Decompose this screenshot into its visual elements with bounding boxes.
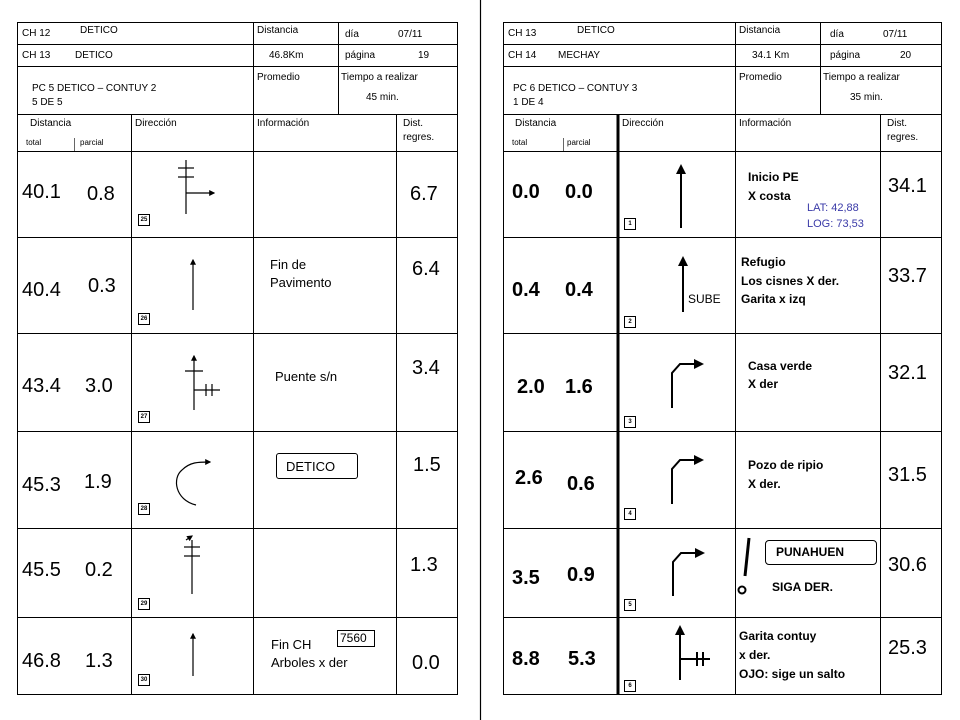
row-number-badge: 25	[138, 214, 150, 226]
ch-from-name: DETICO	[577, 25, 615, 36]
col-direccion: Dirección	[135, 118, 177, 129]
col-distancia: Distancia	[515, 118, 557, 129]
pagina-value: 20	[900, 50, 912, 61]
info-line-3: 7560	[340, 631, 367, 645]
col-total: total	[26, 138, 42, 147]
total-value: 2.0	[517, 376, 545, 398]
parcial-value: 1.9	[84, 471, 112, 493]
tiempo-label: Tiempo a realizar	[823, 72, 900, 83]
info-line-2: SIGA DER.	[772, 580, 833, 594]
total-value: 43.4	[22, 375, 61, 397]
col-direccion: Dirección	[622, 118, 664, 129]
parcial-value: 5.3	[568, 648, 596, 670]
col-dist: Dist.	[403, 118, 423, 129]
info-line-2: Arboles x der	[271, 655, 348, 670]
row-number-badge: 2	[624, 316, 636, 328]
row-number-badge: 3	[624, 416, 636, 428]
regres-value: 32.1	[888, 362, 927, 384]
col-distancia: Distancia	[30, 118, 72, 129]
parcial-value: 0.0	[565, 181, 593, 203]
row-number-badge: 29	[138, 598, 150, 610]
crossroad-right-arrow-icon	[178, 160, 214, 214]
parcial-value: 0.6	[567, 473, 595, 495]
pagina-label: página	[345, 50, 376, 61]
distancia-label: Distancia	[739, 25, 781, 36]
total-value: 3.5	[512, 567, 540, 589]
total-value: 0.4	[512, 279, 540, 301]
info-line-3: Garita x izq	[741, 292, 806, 306]
regres-value: 30.6	[888, 554, 927, 576]
ch-from-label: CH 12	[22, 28, 51, 39]
regres-value: 0.0	[412, 652, 440, 674]
ch-to-label: CH 14	[508, 50, 537, 61]
pagina-label: página	[830, 50, 861, 61]
regres-value: 25.3	[888, 637, 927, 659]
tiempo-value: 45 min.	[366, 92, 399, 103]
regres-value: 31.5	[888, 464, 927, 486]
parcial-value: 0.8	[87, 183, 115, 205]
col-regres: regres.	[887, 132, 919, 143]
info-line-1: Fin CH	[271, 637, 312, 652]
info-line-1: Garita contuy	[739, 629, 817, 643]
pc-sub: 1 DE 4	[513, 97, 544, 108]
total-value: 0.0	[512, 181, 540, 203]
ch-to-name: MECHAY	[558, 50, 601, 61]
pagina-value: 19	[418, 50, 430, 61]
info-line-1: Refugio	[741, 255, 786, 269]
turn-right-icon	[672, 364, 702, 408]
total-value: 45.3	[22, 474, 61, 496]
row-number-badge: 27	[138, 411, 150, 423]
info-line-2: x der.	[739, 648, 771, 662]
row-number-badge: 5	[624, 599, 636, 611]
total-value: 8.8	[512, 648, 540, 670]
col-regres: regres.	[403, 132, 435, 143]
info-line-3: OJO: sige un salto	[739, 667, 846, 681]
row-number-badge: 28	[138, 503, 150, 515]
terrain-note: SUBE	[688, 292, 721, 306]
regres-value: 34.1	[888, 175, 927, 197]
curve-arrow-icon	[176, 462, 210, 505]
row-number-badge: 4	[624, 508, 636, 520]
total-value: 2.6	[515, 467, 543, 489]
crossroad-straight-icon	[184, 536, 200, 594]
regres-value: 33.7	[888, 265, 927, 287]
col-informacion: Información	[257, 118, 310, 129]
ch-to-label: CH 13	[22, 50, 51, 61]
total-value: 40.4	[22, 279, 61, 301]
info-line-2: X der	[748, 377, 779, 391]
turn-right-icon	[672, 460, 702, 504]
dia-value: 07/11	[883, 29, 908, 40]
parcial-value: 1.6	[565, 376, 593, 398]
info-line-1: Pozo de ripio	[748, 458, 824, 472]
info-line-1: DETICO	[286, 459, 336, 474]
pc-sub: 5 DE 5	[32, 97, 63, 108]
info-line-2: X costa	[748, 189, 791, 203]
info-line-2: Pavimento	[270, 275, 332, 290]
col-informacion: Información	[739, 118, 792, 129]
col-dist: Dist.	[887, 118, 907, 129]
tiempo-value: 35 min.	[850, 92, 883, 103]
distancia-label: Distancia	[257, 25, 299, 36]
ch-to-name: DETICO	[75, 50, 113, 61]
total-value: 46.8	[22, 650, 61, 672]
parcial-value: 0.4	[565, 279, 593, 301]
promedio-label: Promedio	[739, 72, 782, 83]
parcial-value: 0.9	[567, 564, 595, 586]
row-number-badge: 1	[624, 218, 636, 230]
dia-value: 07/11	[398, 29, 423, 40]
total-value: 45.5	[22, 559, 61, 581]
regres-value: 6.7	[410, 183, 438, 205]
dia-label: día	[345, 29, 359, 40]
regres-value: 3.4	[412, 357, 440, 379]
dia-label: día	[830, 29, 844, 40]
ch-from-label: CH 13	[508, 28, 537, 39]
col-total: total	[512, 138, 528, 147]
gps-longitude: LOG: 73,53	[807, 218, 864, 230]
regres-value: 1.3	[410, 554, 438, 576]
parcial-value: 1.3	[85, 650, 113, 672]
pc-title: PC 6 DETICO – CONTUY 3	[513, 83, 638, 94]
total-value: 40.1	[22, 181, 61, 203]
info-line-1: PUNAHUEN	[776, 545, 845, 559]
info-line-2: Los cisnes X der.	[741, 274, 840, 288]
gps-latitude: LAT: 42,88	[807, 202, 859, 214]
info-line-1: Casa verde	[748, 359, 813, 373]
info-line-1: Fin de	[270, 257, 307, 272]
row-number-badge: 6	[624, 680, 636, 692]
distancia-value: 46.8Km	[269, 50, 304, 61]
straight-bridge-icon	[185, 356, 220, 410]
parcial-value: 0.2	[85, 559, 113, 581]
parcial-value: 3.0	[85, 375, 113, 397]
regres-value: 1.5	[413, 454, 441, 476]
row-number-badge: 30	[138, 674, 150, 686]
promedio-label: Promedio	[257, 72, 300, 83]
info-line-1: Puente s/n	[275, 369, 338, 384]
info-line-2: X der.	[748, 477, 781, 491]
distancia-value: 34.1 Km	[752, 50, 790, 61]
pc-title: PC 5 DETICO – CONTUY 2	[32, 83, 157, 94]
tiempo-label: Tiempo a realizar	[341, 72, 418, 83]
parcial-value: 0.3	[88, 275, 116, 297]
straight-bridge-icon	[680, 627, 710, 680]
col-parcial: parcial	[567, 138, 591, 147]
info-line-1: Inicio PE	[748, 170, 799, 184]
row-number-badge: 26	[138, 313, 150, 325]
turn-right-caution-icon	[673, 538, 749, 596]
regres-value: 6.4	[412, 258, 440, 280]
col-parcial: parcial	[80, 138, 104, 147]
ch-from-name: DETICO	[80, 25, 118, 36]
